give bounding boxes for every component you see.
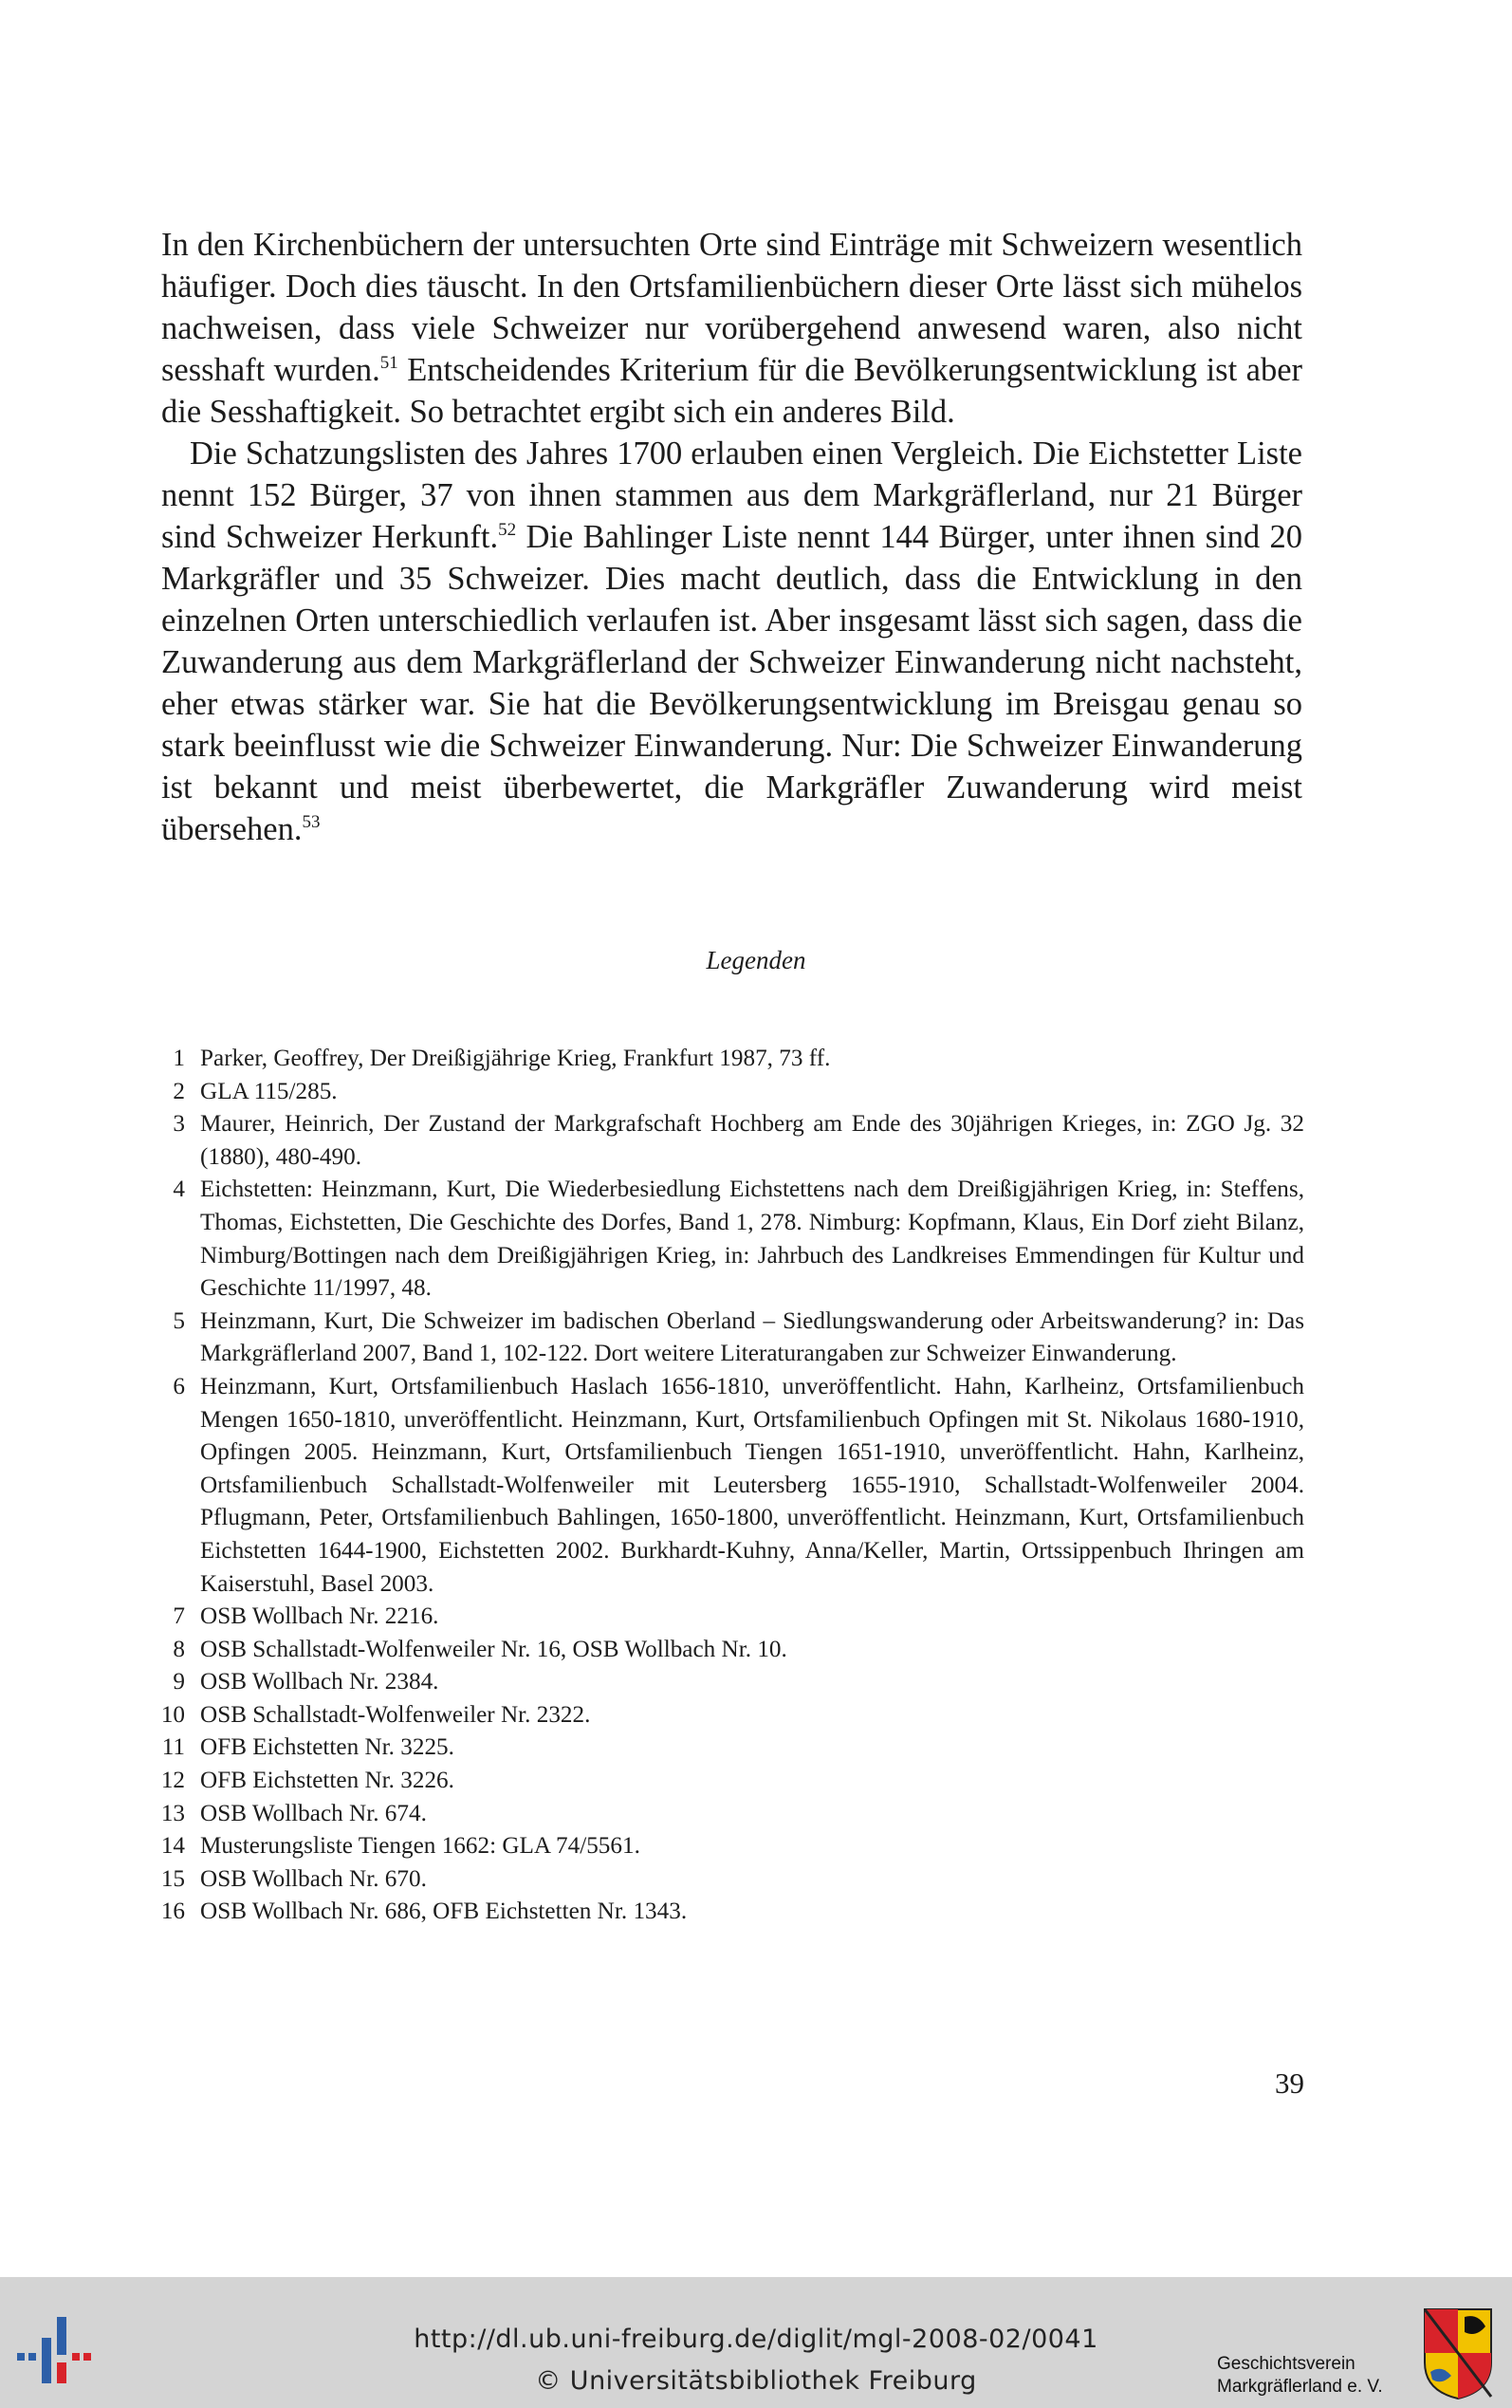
- footnote-text: Parker, Geoffrey, Der Dreißigjährige Krieg, Frankfurt 1987, 73 ff.: [200, 1046, 831, 1071]
- footer-copyright: © Universitätsbibliothek Freiburg: [535, 2366, 977, 2396]
- paragraph-1: [161, 224, 1302, 433]
- footer-url-link[interactable]: http://dl.ub.uni-freiburg.de/diglit/mgl-2008-02/0041: [414, 2325, 1098, 2354]
- footnote-number: 9: [173, 1669, 185, 1695]
- legend-heading: Legenden: [706, 946, 806, 974]
- footnote-number: 3: [173, 1111, 185, 1138]
- footnote-item: [157, 1699, 1304, 1732]
- footnote-ref-52[interactable]: 52: [498, 520, 517, 540]
- footnote-text: Heinzmann, Kurt, Die Schweizer im badischen Oberland – Siedlungswanderung oder Arbeitswanderung? in: Das Markgräflerland 2007, Band 1, 102-122. Dort weitere Literaturangaben zur Schweizer Einwanderung.: [200, 1307, 1304, 1367]
- footnote-text: OSB Wollbach Nr. 2216.: [200, 1603, 439, 1630]
- footnote-number: 13: [160, 1800, 185, 1826]
- footnote-item: [157, 1043, 1304, 1076]
- footnote-item: [157, 1076, 1304, 1109]
- footnote-ref-53[interactable]: 53: [302, 812, 321, 832]
- footnote-text: Heinzmann, Kurt, Ortsfamilienbuch Haslach 1656-1810, unveröffentlicht. Hahn, Karlheinz, Ortsfamilienbuch Mengen 1650-1810, unveröffentlicht. Heinzmann, Kurt, Ortsfamilienbuch Opfingen mit St. Nikolaus 1680-1910, Opfingen 2005. Heinzmann, Kurt, Ortsfamilienbuch Tiengen 1651-1910, unveröffentlicht. Hahn, Karlheinz, Ortsfamilienbuch Schallstadt-Wolfenweiler mit Leutersberg 1655-1910, Schallstadt-Wolfenweiler 2004. Pflugmann, Peter, Ortsfamilienbuch Bahlingen, 1650-1800, unveröffentlicht. Heinzmann, Kurt, Ortsfamilienbuch Eichstetten 1644-1900, Eichstetten 2002. Burkhardt-Kuhny, Anna/Keller, Martin, Ortssippenbuch Ihringen am Kaiserstuhl, Basel 2003.: [200, 1373, 1304, 1597]
- footnote-number: 4: [173, 1176, 185, 1203]
- footer-bar: [0, 2277, 1512, 2408]
- page-number: 39: [1275, 2066, 1304, 2100]
- footnote-text: OSB Wollbach Nr. 2384.: [200, 1669, 439, 1695]
- footnote-number: 10: [160, 1701, 185, 1728]
- paragraph-2-text-b: Die Bahlinger Liste nennt 144 Bürger, unter ihnen sind 20 Markgräfler und 35 Schweizer. Dies macht deutlich, dass die Entwicklung in den einzelnen Orten unterschiedlich verlaufen ist. Aber insgesamt lässt sich sagen, dass die Zuwanderung aus dem Markgräflerland der Schweizer Einwanderung nicht nachsteht, eher etwas stärker war. Sie hat die Bevölkerungsentwicklung im Breisgau genau so stark beeinflusst wie die Schweizer Einwanderung. Nur: Die Schweizer Einwanderung ist bekannt und meist überbewertet, die Markgräfler Zuwanderung wird meist übersehen.: [161, 519, 1302, 847]
- footnote-number: 15: [160, 1865, 185, 1892]
- footnote-number: 11: [161, 1734, 185, 1761]
- footnote-number: 6: [173, 1373, 185, 1399]
- footnote-text: OSB Wollbach Nr. 670.: [200, 1865, 427, 1892]
- footnote-item: [157, 1765, 1304, 1798]
- footnote-item: [157, 1108, 1304, 1174]
- footnote-item: [157, 1666, 1304, 1699]
- footnote-item: [157, 1634, 1304, 1667]
- body-text: [161, 224, 1302, 850]
- footnote-number: 16: [160, 1899, 185, 1925]
- paragraph-2: [161, 433, 1302, 850]
- footnote-text: OFB Eichstetten Nr. 3225.: [200, 1734, 454, 1761]
- footnote-text: Musterungsliste Tiengen 1662: GLA 74/5561.: [200, 1833, 640, 1860]
- footnote-number: 2: [173, 1078, 185, 1104]
- footnote-number: 12: [160, 1768, 185, 1794]
- society-name: [1217, 2353, 1426, 2399]
- footnote-number: 8: [173, 1636, 185, 1662]
- footnote-item: [157, 1601, 1304, 1634]
- footnote-ref-51[interactable]: 51: [379, 353, 398, 373]
- paragraph-2-text-a: Die Schatzungslisten des Jahres 1700 erlauben einen Vergleich. Die Eichstetter Liste nennt 152 Bürger, 37 von ihnen stammen aus dem Markgräflerland, nur 21 Bürger sind Schweizer Herkunft.: [161, 435, 1302, 555]
- society-name-line1: Geschichtsverein: [1217, 2354, 1355, 2374]
- footnote-number: 14: [160, 1833, 185, 1860]
- footnote-item: [157, 1174, 1304, 1305]
- footnote-number: 5: [173, 1307, 185, 1334]
- footnote-text: Maurer, Heinrich, Der Zustand der Markgrafschaft Hochberg am Ende des 30jährigen Krieges, in: ZGO Jg. 32 (1880), 480-490.: [200, 1111, 1304, 1170]
- footnote-item: [157, 1896, 1304, 1929]
- footnote-text: Eichstetten: Heinzmann, Kurt, Die Wiederbesiedlung Eichstettens nach dem Dreißigjährigen Krieg, in: Steffens, Thomas, Eichstetten, Die Geschichte des Dorfes, Band 1, 278. Nimburg: Kopfmann, Klaus, Ein Dorf zieht Bilanz, Nimburg/Bottingen nach dem Dreißigjährigen Krieg, in: Jahrbuch des Landkreises Emmendingen für Kultur und Geschichte 11/1997, 48.: [200, 1176, 1304, 1302]
- footnote-text: OSB Wollbach Nr. 686, OFB Eichstetten Nr. 1343.: [200, 1899, 688, 1925]
- paragraph-1-text-b: Entscheidendes Kriterium für die Bevölkerungsentwicklung ist aber die Sesshaftigkeit. So betrachtet ergibt sich ein anderes Bild.: [161, 352, 1302, 430]
- footnote-item: [157, 1371, 1304, 1601]
- footnote-text: OSB Schallstadt-Wolfenweiler Nr. 16, OSB Wollbach Nr. 10.: [200, 1636, 787, 1662]
- footnote-item: [157, 1798, 1304, 1831]
- footnote-item: [157, 1732, 1304, 1765]
- footnote-text: OSB Schallstadt-Wolfenweiler Nr. 2322.: [200, 1701, 591, 1728]
- society-name-line2: Markgräflerland e. V.: [1217, 2377, 1383, 2397]
- footnote-item: [157, 1830, 1304, 1863]
- footnote-number: 7: [173, 1603, 185, 1630]
- coat-of-arms-icon: [1423, 2306, 1493, 2400]
- paragraph-1-text-a: In den Kirchenbüchern der untersuchten Orte sind Einträge mit Schweizern wesentlich häufiger. Doch dies täuscht. In den Ortsfamilienbüchern dieser Orte lässt sich mühelos nachweisen, dass viele Schweizer nur vorübergehend anwesend waren, also nicht sesshaft wurden.: [161, 227, 1302, 388]
- footnote-text: OFB Eichstetten Nr. 3226.: [200, 1768, 454, 1794]
- footnote-item: [157, 1863, 1304, 1897]
- footnote-item: [157, 1306, 1304, 1371]
- footnote-text: OSB Wollbach Nr. 674.: [200, 1800, 427, 1826]
- footnote-number: 1: [173, 1046, 185, 1071]
- footnote-text: GLA 115/285.: [200, 1078, 338, 1104]
- notes-list: [157, 1043, 1304, 1929]
